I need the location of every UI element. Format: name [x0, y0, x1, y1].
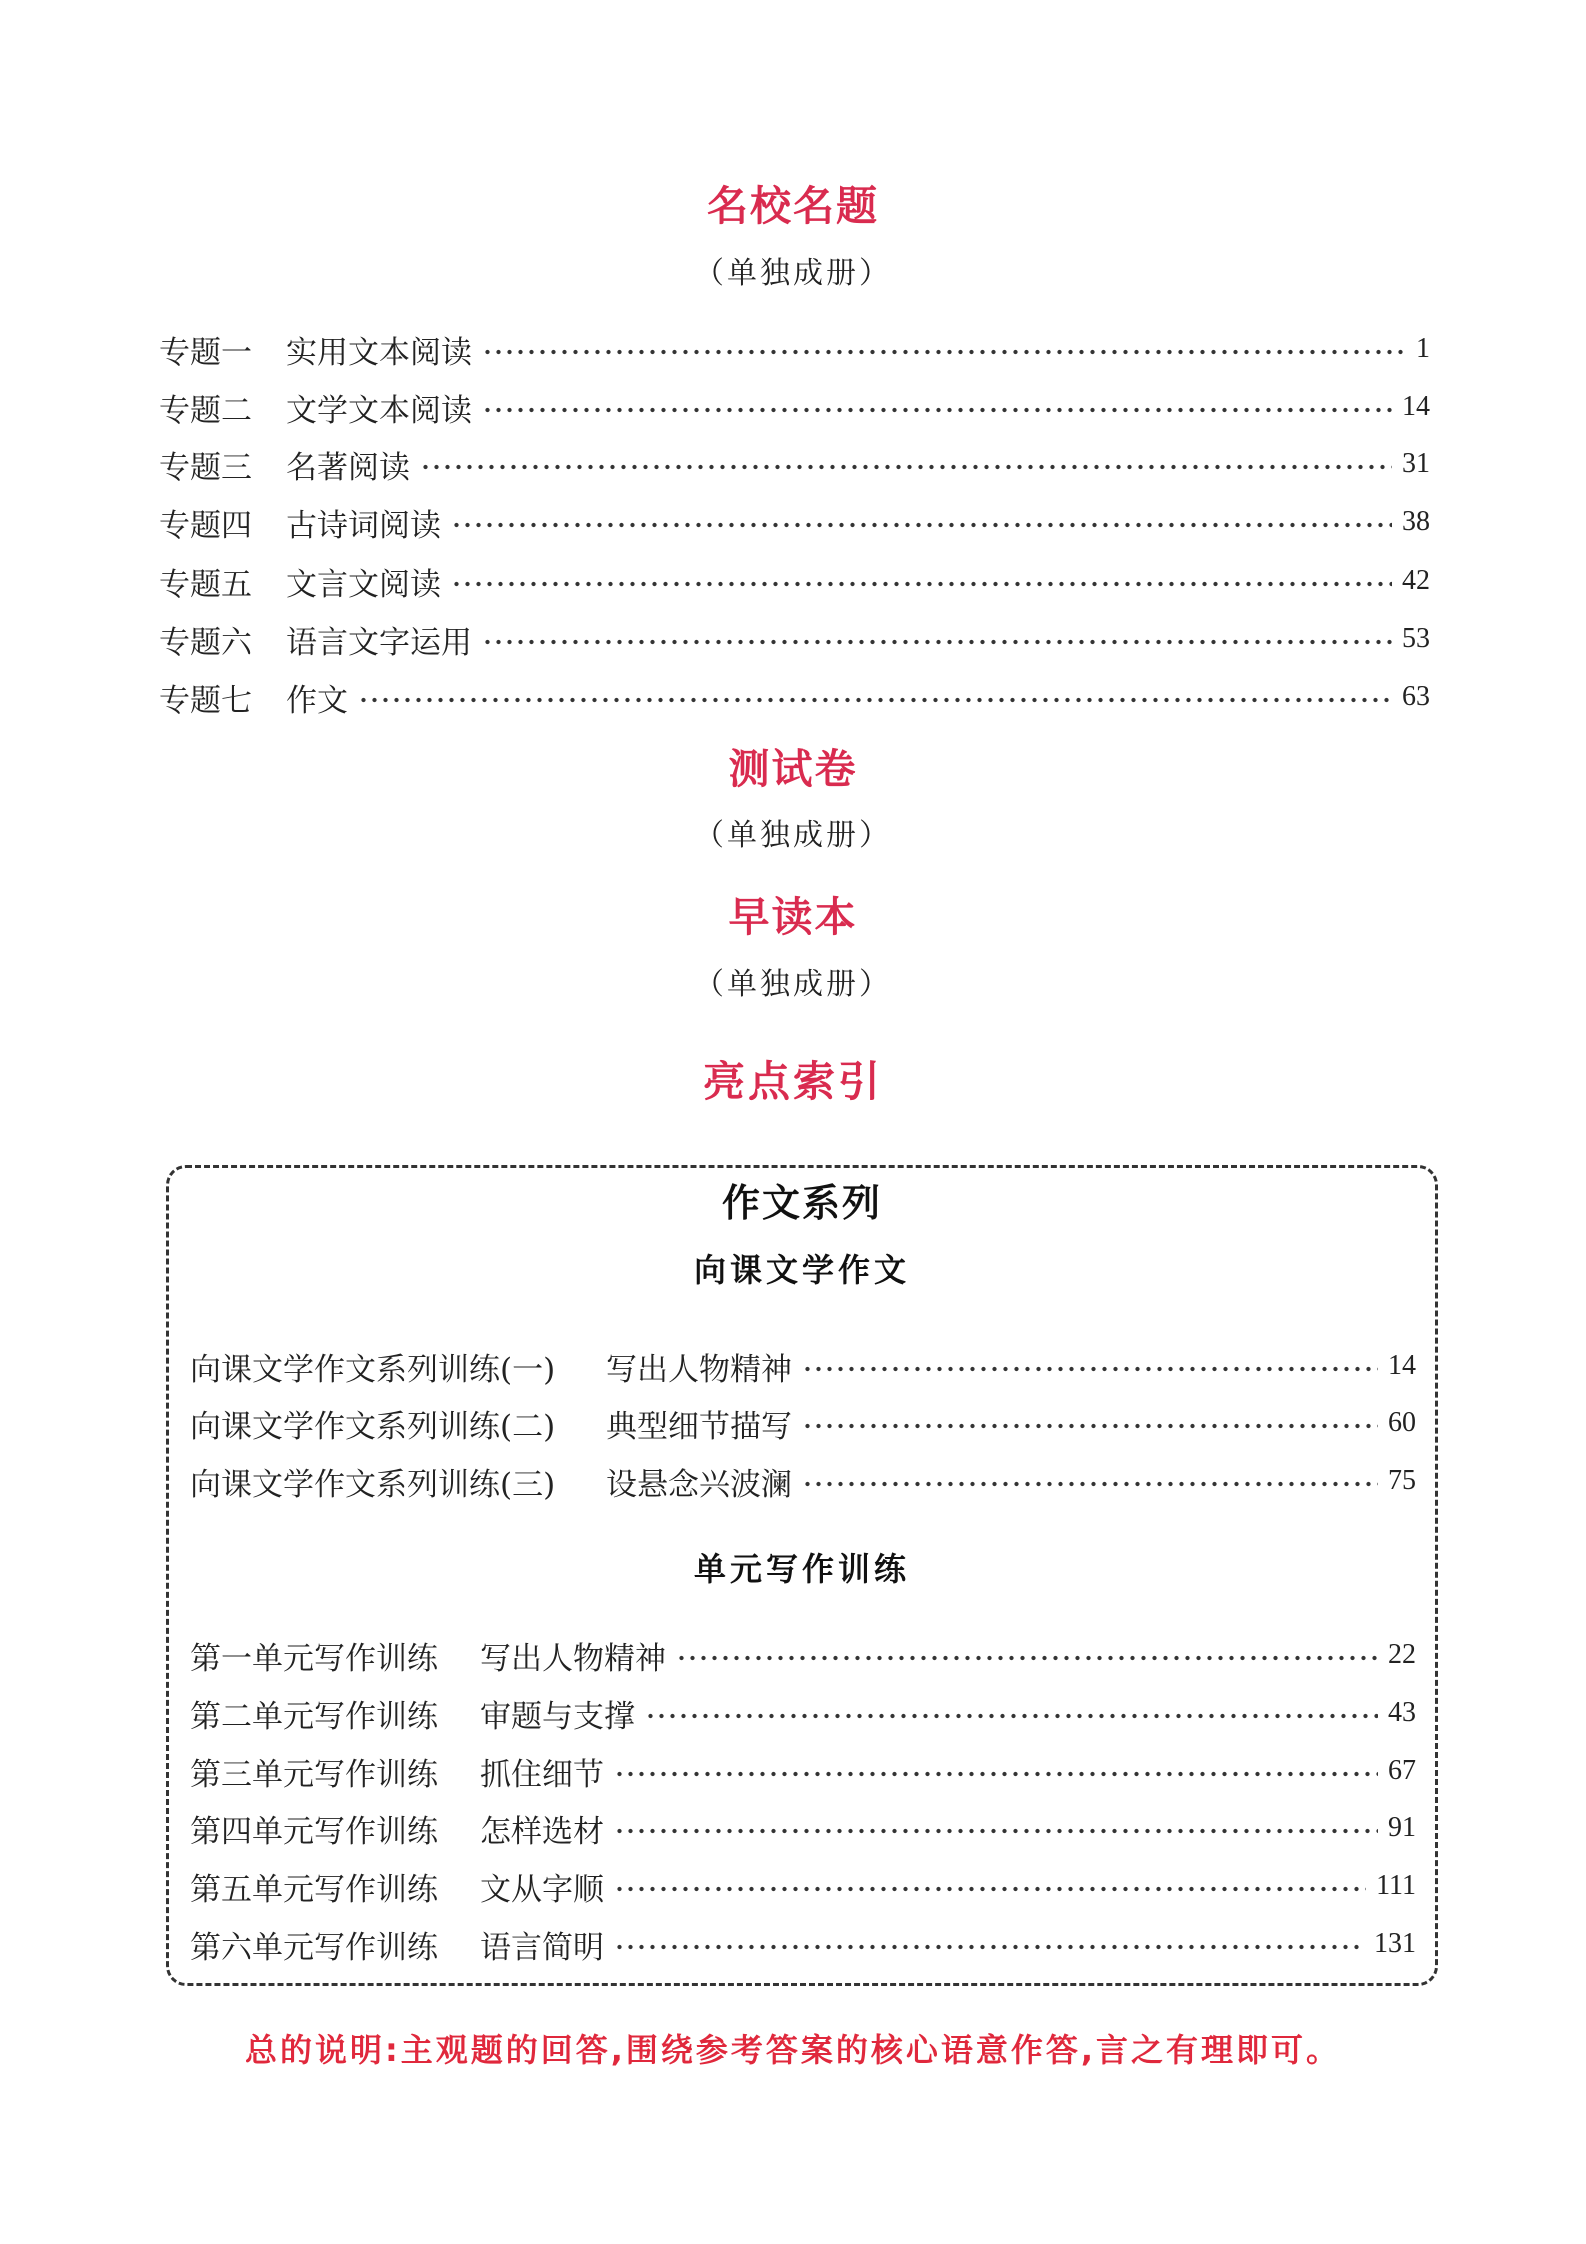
series-label: 向课文学作文系列训练(一) [190, 1351, 556, 1388]
group-heading-danyuan: 单元写作训练 [693, 1550, 910, 1588]
section-subtitle-zaodu: （单独成册） [694, 967, 892, 1002]
topic-label: 审题与支撑 [480, 1698, 635, 1735]
topic-label: 文从字顺 [480, 1871, 604, 1908]
index-row [190, 1865, 1416, 1907]
dot-leader [451, 521, 1392, 529]
series-label: 第二单元写作训练 [190, 1698, 438, 1735]
dot-leader [802, 1422, 1378, 1430]
topic-number: 专题二 [159, 392, 252, 429]
dot-leader [482, 638, 1392, 646]
index-row [190, 1345, 1416, 1387]
dot-leader [614, 1770, 1378, 1778]
index-row [190, 1402, 1416, 1444]
topic-number: 专题四 [159, 507, 252, 544]
index-row [190, 1460, 1416, 1502]
toc-row [159, 618, 1430, 660]
page-number: 63 [1402, 681, 1430, 712]
topic-label: 写出人物精神 [606, 1351, 792, 1388]
index-row [190, 1923, 1416, 1965]
index-row [190, 1750, 1416, 1792]
topic-title: 作文 [286, 682, 348, 719]
series-label: 第六单元写作训练 [190, 1929, 438, 1966]
section-subtitle-mingxiao: （单独成册） [694, 256, 892, 291]
toc-row [159, 501, 1430, 543]
toc-row [159, 328, 1430, 370]
topic-title: 名著阅读 [286, 449, 410, 486]
dot-leader [614, 1827, 1378, 1835]
topic-number: 专题五 [159, 566, 252, 603]
index-row [190, 1692, 1416, 1734]
page-number: 91 [1388, 1812, 1416, 1843]
section-subtitle-ceshi: （单独成册） [694, 818, 892, 853]
topic-number: 专题六 [159, 624, 252, 661]
general-note: 总的说明:主观题的回答,围绕参考答案的核心语意作答,言之有理即可。 [244, 2031, 1342, 2069]
dot-leader [358, 696, 1392, 704]
topic-title: 文学文本阅读 [286, 392, 472, 429]
series-label: 向课文学作文系列训练(三) [190, 1466, 556, 1503]
dot-leader [451, 580, 1392, 588]
topic-label: 设悬念兴波澜 [606, 1466, 792, 1503]
topic-number: 专题一 [159, 334, 252, 371]
box-heading: 作文系列 [721, 1180, 882, 1225]
page-number: 43 [1388, 1697, 1416, 1728]
page-number: 31 [1402, 448, 1430, 479]
page-number: 22 [1388, 1639, 1416, 1670]
topic-label: 怎样选材 [480, 1813, 604, 1850]
dot-leader [676, 1654, 1378, 1662]
highlight-index-box [166, 1165, 1438, 1986]
page-number: 38 [1402, 506, 1430, 537]
topic-label: 抓住细节 [480, 1756, 604, 1793]
topic-title: 语言文字运用 [286, 624, 472, 661]
page-number: 131 [1374, 1928, 1416, 1959]
page-number: 67 [1388, 1755, 1416, 1786]
toc-row [159, 560, 1430, 602]
index-row [190, 1807, 1416, 1849]
page-number: 14 [1402, 391, 1430, 422]
series-label: 向课文学作文系列训练(二) [190, 1408, 556, 1445]
topic-label: 语言简明 [480, 1929, 604, 1966]
page-number: 53 [1402, 623, 1430, 654]
page-number: 1 [1416, 333, 1430, 364]
series-label: 第四单元写作训练 [190, 1813, 438, 1850]
page-number: 42 [1402, 565, 1430, 596]
topic-number: 专题七 [159, 682, 252, 719]
topic-title: 文言文阅读 [286, 566, 441, 603]
topic-label: 写出人物精神 [480, 1640, 666, 1677]
dot-leader [802, 1365, 1378, 1373]
page-number: 60 [1388, 1407, 1416, 1438]
section-title-highlight: 亮点索引 [702, 1057, 883, 1106]
dot-leader [482, 348, 1406, 356]
toc-row [159, 676, 1430, 718]
series-label: 第五单元写作训练 [190, 1871, 438, 1908]
page-number: 14 [1388, 1350, 1416, 1381]
topic-number: 专题三 [159, 449, 252, 486]
series-label: 第一单元写作训练 [190, 1640, 438, 1677]
dot-leader [614, 1943, 1364, 1951]
section-title-mingxiao: 名校名题 [707, 182, 879, 230]
group-heading-kewen: 向课文学作文 [693, 1251, 910, 1289]
page-number: 75 [1388, 1465, 1416, 1496]
dot-leader [420, 463, 1392, 471]
dot-leader [802, 1480, 1378, 1488]
toc-row [159, 443, 1430, 485]
dot-leader [482, 406, 1392, 414]
series-label: 第三单元写作训练 [190, 1756, 438, 1793]
section-title-ceshi: 测试卷 [728, 745, 858, 793]
index-row [190, 1634, 1416, 1676]
topic-title: 古诗词阅读 [286, 507, 441, 544]
page-number: 111 [1376, 1870, 1416, 1901]
dot-leader [645, 1712, 1378, 1720]
dot-leader [614, 1885, 1366, 1893]
topic-title: 实用文本阅读 [286, 334, 472, 371]
section-title-zaodu: 早读本 [728, 893, 858, 941]
toc-row [159, 386, 1430, 428]
topic-label: 典型细节描写 [606, 1408, 792, 1445]
